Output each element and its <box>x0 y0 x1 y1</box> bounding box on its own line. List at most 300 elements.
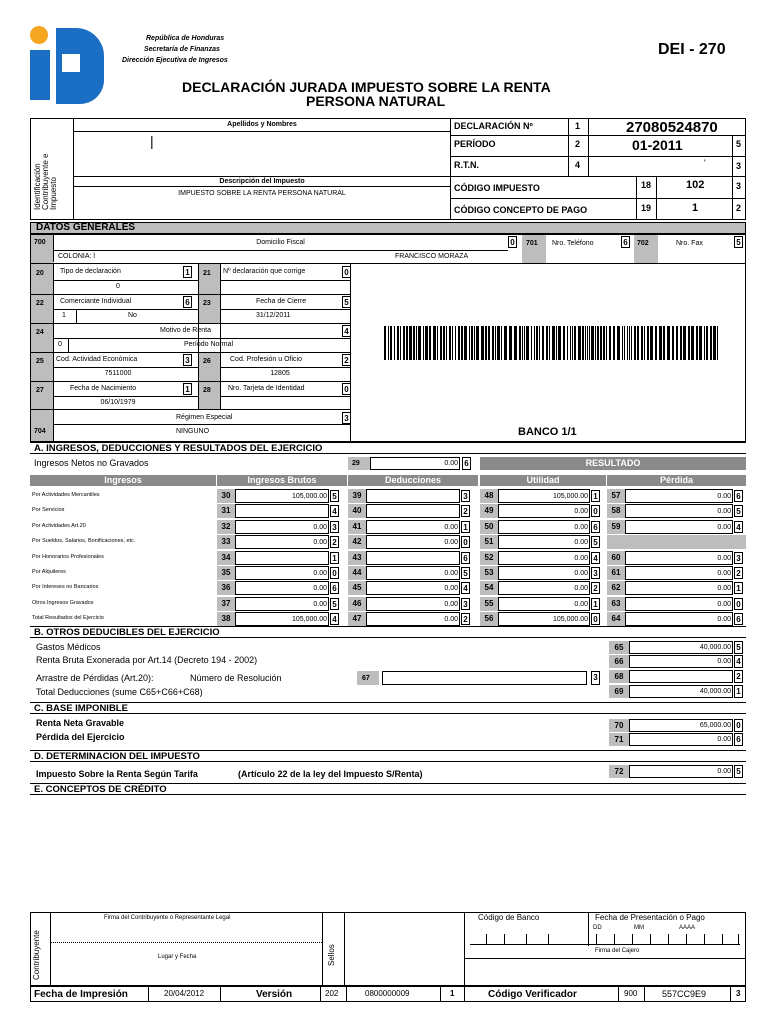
barcode-bar <box>492 326 494 360</box>
barcode-bar <box>617 326 620 360</box>
names-value[interactable]: | <box>150 133 154 149</box>
row-label: Por Servicios <box>32 507 65 513</box>
field-num: 33 <box>221 537 231 546</box>
col-brutos: Ingresos Brutos <box>217 475 347 486</box>
barcode <box>384 326 722 360</box>
barcode-bar <box>403 326 405 360</box>
row-label: Por Actividades Mercantiles <box>32 492 100 498</box>
nacimiento-check: 1 <box>183 383 192 395</box>
version-check: 1 <box>450 989 455 998</box>
field-num: 37 <box>221 599 231 608</box>
barcode-bar <box>582 326 584 360</box>
barcode-bar <box>713 326 716 360</box>
field-check: 6 <box>461 552 470 564</box>
field-68-box[interactable] <box>629 670 733 683</box>
lugar-label: Lugar y Fecha <box>158 954 197 960</box>
tipo-decl-check: 1 <box>183 266 192 278</box>
field-67: 67 <box>362 675 370 682</box>
tick <box>704 934 705 944</box>
field-value: 0.00 <box>313 539 327 546</box>
rtn-box: 4 <box>575 160 581 170</box>
field-value: 0.00 <box>574 524 588 531</box>
field-29-check: 6 <box>462 457 471 470</box>
field-66: 66 <box>614 657 624 666</box>
barcode-bar <box>536 326 538 360</box>
barcode-bar <box>622 326 623 360</box>
comerciante-check: 6 <box>183 296 192 308</box>
field-check: 5 <box>330 598 339 610</box>
field-num: 46 <box>352 599 362 608</box>
field-69-value: 40,000.00 <box>699 688 731 695</box>
field-value: 0.00 <box>574 585 588 592</box>
nacimiento-value: 06/10/1979 <box>100 399 136 406</box>
colonia: COLONIA: l <box>58 253 95 260</box>
field-check: 3 <box>461 598 470 610</box>
barcode-bar <box>534 326 535 360</box>
barcode-bar <box>388 326 389 360</box>
barcode-bar <box>476 326 479 360</box>
tick <box>650 934 651 944</box>
field-value-box[interactable] <box>235 504 329 518</box>
corrige-check: 0 <box>342 266 351 278</box>
barcode-bar <box>504 326 507 360</box>
row-label: Por Alquileres <box>32 569 66 575</box>
barcode-bar <box>455 326 456 360</box>
motivo-value: Período Normal <box>184 341 234 348</box>
barcode-bar <box>464 326 467 360</box>
field-68: 68 <box>614 672 624 681</box>
codigo-impuesto-value: 102 <box>686 179 705 191</box>
field-value: 0.00 <box>717 601 731 608</box>
field-check: 0 <box>591 505 600 517</box>
form-code: DEI - 270 <box>658 41 726 58</box>
field-num: 43 <box>352 553 362 562</box>
barcode-bar <box>667 326 670 360</box>
title-line2: PERSONA NATURAL <box>306 93 446 109</box>
barcode-bar <box>437 326 438 360</box>
barcode-bar <box>680 326 682 360</box>
barcode-bar <box>449 326 451 360</box>
barcode-bar <box>549 326 550 360</box>
field-70: 70 <box>614 721 624 730</box>
field-value: 0.00 <box>444 524 458 531</box>
barcode-bar <box>446 326 447 360</box>
barcode-bar <box>672 326 674 360</box>
codigo-concepto-box: 19 <box>641 203 652 213</box>
field-check: 1 <box>330 552 339 564</box>
field-check: 2 <box>461 613 470 625</box>
fax-label: Nro. Fax <box>676 240 703 247</box>
dei-logo <box>28 24 104 104</box>
barcode-bar <box>609 326 611 360</box>
periodo-check: 5 <box>736 139 742 149</box>
barcode-bar <box>706 326 708 360</box>
field-num: 62 <box>611 583 621 592</box>
declaracion-label: DECLARACIÓN Nº <box>454 121 533 131</box>
barcode-bar <box>627 326 628 360</box>
verificador-label: Código Verificador <box>488 989 577 1000</box>
field-value: 0.00 <box>444 570 458 577</box>
codigo-impuesto-check: 3 <box>736 181 742 191</box>
field-value: 0.00 <box>574 601 588 608</box>
field-value-box[interactable] <box>235 551 329 565</box>
telefono-label: Nro. Teléfono <box>552 240 594 247</box>
barcode-bar <box>574 326 576 360</box>
impuesto-label: Impuesto Sobre la Renta Según Tarifa <box>36 769 198 779</box>
articulo-label: (Artículo 22 de la ley del Impuesto S/Renta) <box>238 769 423 779</box>
field-20: 20 <box>36 270 44 277</box>
field-check: 4 <box>330 505 339 517</box>
field-value: 0.00 <box>313 585 327 592</box>
barcode-bar <box>558 326 561 360</box>
field-702: 702 <box>637 240 649 247</box>
motivo-check: 4 <box>342 325 351 337</box>
barcode-bar <box>458 326 460 360</box>
version-code: 0800000009 <box>365 989 410 998</box>
barcode-bar <box>717 326 718 360</box>
field-value: 0.00 <box>717 616 731 623</box>
codigo-impuesto-box: 18 <box>641 180 652 190</box>
rtn-label: R.T.N. <box>454 160 480 170</box>
field-72: 72 <box>614 767 624 776</box>
tick <box>526 934 527 944</box>
field-num: 55 <box>484 599 494 608</box>
codigo-banco-label: Código de Banco <box>478 913 540 922</box>
sec-c-title: C. BASE IMPONIBLE <box>30 702 746 714</box>
barcode-bar <box>514 326 517 360</box>
field-num: 59 <box>611 522 621 531</box>
barcode-bar <box>546 326 548 360</box>
codigo-concepto-check: 2 <box>736 203 742 213</box>
tick <box>738 934 739 944</box>
dd-label: DD <box>593 925 602 931</box>
field-701: 701 <box>526 240 538 247</box>
barcode-bar <box>631 326 632 360</box>
field-num: 31 <box>221 506 231 515</box>
comerciante-label: Comerciante Individual <box>60 298 132 305</box>
barcode-bar <box>691 326 694 360</box>
barcode-bar <box>567 326 568 360</box>
field-value: 105,000.00 <box>291 616 327 623</box>
sec-a-title: A. INGRESOS, DEDUCCIONES Y RESULTADOS DEL EJERCICIO <box>30 442 746 454</box>
field-num: 50 <box>484 522 494 531</box>
cierre-value: 31/12/2011 <box>256 312 291 319</box>
tax-desc-value: IMPUESTO SOBRE LA RENTA PERSONA NATURAL <box>178 190 346 197</box>
field-28: 28 <box>203 387 211 394</box>
field-72-check: 5 <box>734 765 743 778</box>
barcode-bar <box>603 326 605 360</box>
barcode-bar <box>688 326 690 360</box>
profesion-label: Cod. Profesión u Oficio <box>230 356 302 363</box>
field-num: 40 <box>352 506 362 515</box>
field-check: 0 <box>591 613 600 625</box>
field-71: 71 <box>614 735 624 744</box>
field-check: 0 <box>734 598 743 610</box>
field-value: 105,000.00 <box>291 493 327 500</box>
field-70-value: 65,000.00 <box>699 722 731 729</box>
col-utilidad: Utilidad <box>480 475 606 486</box>
row-label: Otros Ingresos Gravados <box>32 600 94 606</box>
field-check: 6 <box>734 490 743 502</box>
barcode-bar <box>710 326 712 360</box>
tipo-decl-value: 0 <box>116 283 120 290</box>
barcode-bar <box>469 326 470 360</box>
barcode-bar <box>461 326 463 360</box>
field-value: 105,000.00 <box>552 493 588 500</box>
domicilio-label: Domicilio Fiscal <box>256 239 305 246</box>
names-label: Apellidos y Nombres <box>227 121 297 128</box>
resultado-header: RESULTADO <box>480 457 746 470</box>
field-num: 44 <box>352 568 362 577</box>
barcode-bar <box>542 326 544 360</box>
col-ingresos: Ingresos <box>30 475 216 486</box>
agency-line1: República de Honduras <box>146 35 225 42</box>
cierre-check: 5 <box>342 296 351 308</box>
barcode-bar <box>647 326 649 360</box>
barcode-bar <box>578 326 581 360</box>
row-label: Por Actividades Art.20 <box>32 523 86 529</box>
field-num: 57 <box>611 491 621 500</box>
profesion-check: 2 <box>342 354 351 366</box>
tick <box>614 934 615 944</box>
tax-desc-label: Descripción del Impuesto <box>219 178 305 185</box>
barcode-bar <box>655 326 657 360</box>
codigo-concepto-label: CÓDIGO CONCEPTO DE PAGO <box>454 205 588 215</box>
barcode-bar <box>597 326 599 360</box>
telefono-check: 6 <box>621 236 630 248</box>
field-num: 47 <box>352 614 362 623</box>
barcode-bar <box>587 326 588 360</box>
municipio: FRANCISCO MORAZA <box>395 253 469 260</box>
field-check: 5 <box>591 536 600 548</box>
barcode-bar <box>452 326 453 360</box>
barcode-bar <box>522 326 523 360</box>
field-value: 0.00 <box>717 493 731 500</box>
field-66-check: 4 <box>734 655 743 668</box>
tipo-decl-label: Tipo de declaración <box>60 268 121 275</box>
row-label: Por Sueldos, Salarios, Bonificaciones, etc. <box>32 538 136 544</box>
field-check: 1 <box>591 490 600 502</box>
field-check: 6 <box>734 613 743 625</box>
barcode-bar <box>443 326 445 360</box>
field-num: 36 <box>221 583 231 592</box>
barcode-bar <box>416 326 417 360</box>
perdida-ejercicio-label: Pérdida del Ejercicio <box>36 732 125 742</box>
field-num: 38 <box>221 614 231 623</box>
barcode-bar <box>683 326 686 360</box>
barcode-bar <box>485 326 487 360</box>
field-value: 0.00 <box>444 539 458 546</box>
field-num: 41 <box>352 522 362 531</box>
barcode-bar <box>570 326 571 360</box>
field-check: 1 <box>461 521 470 533</box>
barcode-bar <box>425 326 428 360</box>
tarjeta-check: 0 <box>342 383 351 395</box>
field-check: 6 <box>330 582 339 594</box>
barcode-bar <box>397 326 399 360</box>
barcode-bar <box>641 326 643 360</box>
tick <box>596 934 597 944</box>
tick <box>632 934 633 944</box>
field-num: 48 <box>484 491 494 500</box>
field-num: 56 <box>484 614 494 623</box>
barcode-bar <box>556 326 557 360</box>
barcode-bar <box>501 326 502 360</box>
field-value: 0.00 <box>717 555 731 562</box>
barcode-bar <box>650 326 653 360</box>
field-21: 21 <box>203 270 211 277</box>
codigo-concepto-value: 1 <box>692 202 699 214</box>
field-value: 0.00 <box>717 585 731 592</box>
field-71-value: 0.00 <box>717 736 731 743</box>
tarjeta-label: Nro. Tarjeta de Identidad <box>228 385 305 392</box>
codigo-impuesto-label: CÓDIGO IMPUESTO <box>454 183 540 193</box>
field-check: 2 <box>461 505 470 517</box>
declaracion-value: 27080524870 <box>626 119 718 136</box>
field-check: 1 <box>591 598 600 610</box>
regimen-check: 3 <box>342 412 351 424</box>
barcode-bar <box>526 326 529 360</box>
barcode-bar <box>552 326 555 360</box>
resolucion-input[interactable] <box>382 671 587 685</box>
verificador: 557CC9E9 <box>662 989 707 999</box>
verificador-check: 3 <box>736 989 741 998</box>
field-check: 3 <box>461 490 470 502</box>
barcode-bar <box>624 326 625 360</box>
field-check: 2 <box>591 582 600 594</box>
barcode-bar <box>696 326 698 360</box>
motivo-label: Motivo de Renta <box>160 327 211 334</box>
barcode-bar <box>394 326 395 360</box>
barcode-bar <box>699 326 702 360</box>
contribuyente-label: Contribuyente <box>32 930 41 980</box>
barcode-bar <box>390 326 392 360</box>
sellos-label: Sellos <box>327 944 336 966</box>
field-num: 34 <box>221 553 231 562</box>
tick <box>722 934 723 944</box>
field-value: 0.00 <box>717 508 731 515</box>
nacimiento-label: Fecha de Nacimiento <box>70 385 137 392</box>
barcode-bar <box>384 326 386 360</box>
barcode-bar <box>418 326 421 360</box>
barcode-bar <box>433 326 436 360</box>
rtn-check: 3 <box>736 161 742 171</box>
barcode-bar <box>471 326 473 360</box>
tick <box>486 934 487 944</box>
barcode-bar <box>440 326 442 360</box>
renta-neta-label: Renta Neta Gravable <box>36 718 125 728</box>
field-num: 58 <box>611 506 621 515</box>
perdida-blank <box>607 535 746 549</box>
col-perdida: Pérdida <box>607 475 746 486</box>
row-label: Por Honorarios Profesionales <box>32 554 104 560</box>
field-value: 0.00 <box>717 570 731 577</box>
barcode-bar <box>429 326 431 360</box>
barcode-bar <box>589 326 590 360</box>
comerciante-value: No <box>128 312 137 319</box>
field-65: 65 <box>614 643 624 652</box>
total-deducciones-label: Total Deducciones (sume C65+C66+C68) <box>36 687 203 697</box>
rtn-value: ' <box>704 158 706 168</box>
agency-line2: Secretaría de Finanzas <box>144 46 220 53</box>
barcode-bar <box>591 326 594 360</box>
field-num: 51 <box>484 537 494 546</box>
field-check: 5 <box>461 567 470 579</box>
field-value: 0.00 <box>574 539 588 546</box>
barcode-bar <box>497 326 500 360</box>
barcode-bar <box>663 326 665 360</box>
barcode-bar <box>481 326 484 360</box>
no-gravados-label: Ingresos Netos no Gravados <box>34 458 149 468</box>
mm-label: MM <box>634 925 644 931</box>
barcode-bar <box>595 326 596 360</box>
exonerada-label: Renta Bruta Exonerada por Art.14 (Decreto 194 - 2002) <box>36 655 258 665</box>
domicilio-check: 0 <box>508 236 517 248</box>
field-num: 52 <box>484 553 494 562</box>
field-66-value: 0.00 <box>717 658 731 665</box>
fecha-impresion: 20/04/2012 <box>164 989 205 998</box>
barcode-bar <box>531 326 532 360</box>
barcode-bar <box>488 326 490 360</box>
actividad-check: 3 <box>183 354 192 366</box>
field-value: 0.00 <box>574 508 588 515</box>
field-check: 5 <box>734 505 743 517</box>
version: 202 <box>325 989 339 998</box>
field-65-check: 5 <box>734 641 743 654</box>
field-27: 27 <box>36 387 44 394</box>
barcode-bar <box>423 326 424 360</box>
field-value: 0.00 <box>574 555 588 562</box>
field-num: 42 <box>352 537 362 546</box>
fecha-presentacion-label: Fecha de Presentación o Pago <box>595 913 705 922</box>
agency-line3: Dirección Ejecutiva de Ingresos <box>122 57 228 64</box>
field-check: 4 <box>330 613 339 625</box>
barcode-bar <box>563 326 565 360</box>
field-65-value: 40,000.00 <box>699 644 731 651</box>
barcode-bar <box>613 326 615 360</box>
field-num: 53 <box>484 568 494 577</box>
field-71-check: 6 <box>734 733 743 746</box>
barcode-bar <box>495 326 496 360</box>
field-value-box[interactable] <box>366 504 460 518</box>
tick <box>686 934 687 944</box>
field-check: 5 <box>330 490 339 502</box>
declaracion-box: 1 <box>575 121 581 131</box>
periodo-value: 01-2011 <box>632 137 683 153</box>
sec-d-title: D. DETERMINACION DEL IMPUESTO <box>30 750 746 762</box>
barcode-graphic <box>384 326 722 360</box>
barcode-bar <box>406 326 408 360</box>
field-value: 105,000.00 <box>552 616 588 623</box>
barcode-bar <box>519 326 521 360</box>
motivo-code: 0 <box>58 341 62 348</box>
barcode-bar <box>585 326 586 360</box>
barcode-bar <box>634 326 636 360</box>
field-value-box[interactable] <box>366 551 460 565</box>
field-value-box[interactable] <box>366 489 460 503</box>
field-704: 704 <box>34 428 46 435</box>
periodo-box: 2 <box>575 139 581 149</box>
tick <box>504 934 505 944</box>
tick <box>668 934 669 944</box>
cierre-label: Fecha de Cierre <box>256 298 307 305</box>
sec-e-title: E. CONCEPTOS DE CRÉDITO <box>30 783 746 795</box>
field-num: 35 <box>221 568 231 577</box>
title-line1: DECLARACIÓN JURADA IMPUESTO SOBRE LA RENTA <box>182 79 551 95</box>
field-value: 0.00 <box>313 601 327 608</box>
field-check: 3 <box>734 552 743 564</box>
fax-check: 5 <box>734 236 743 248</box>
